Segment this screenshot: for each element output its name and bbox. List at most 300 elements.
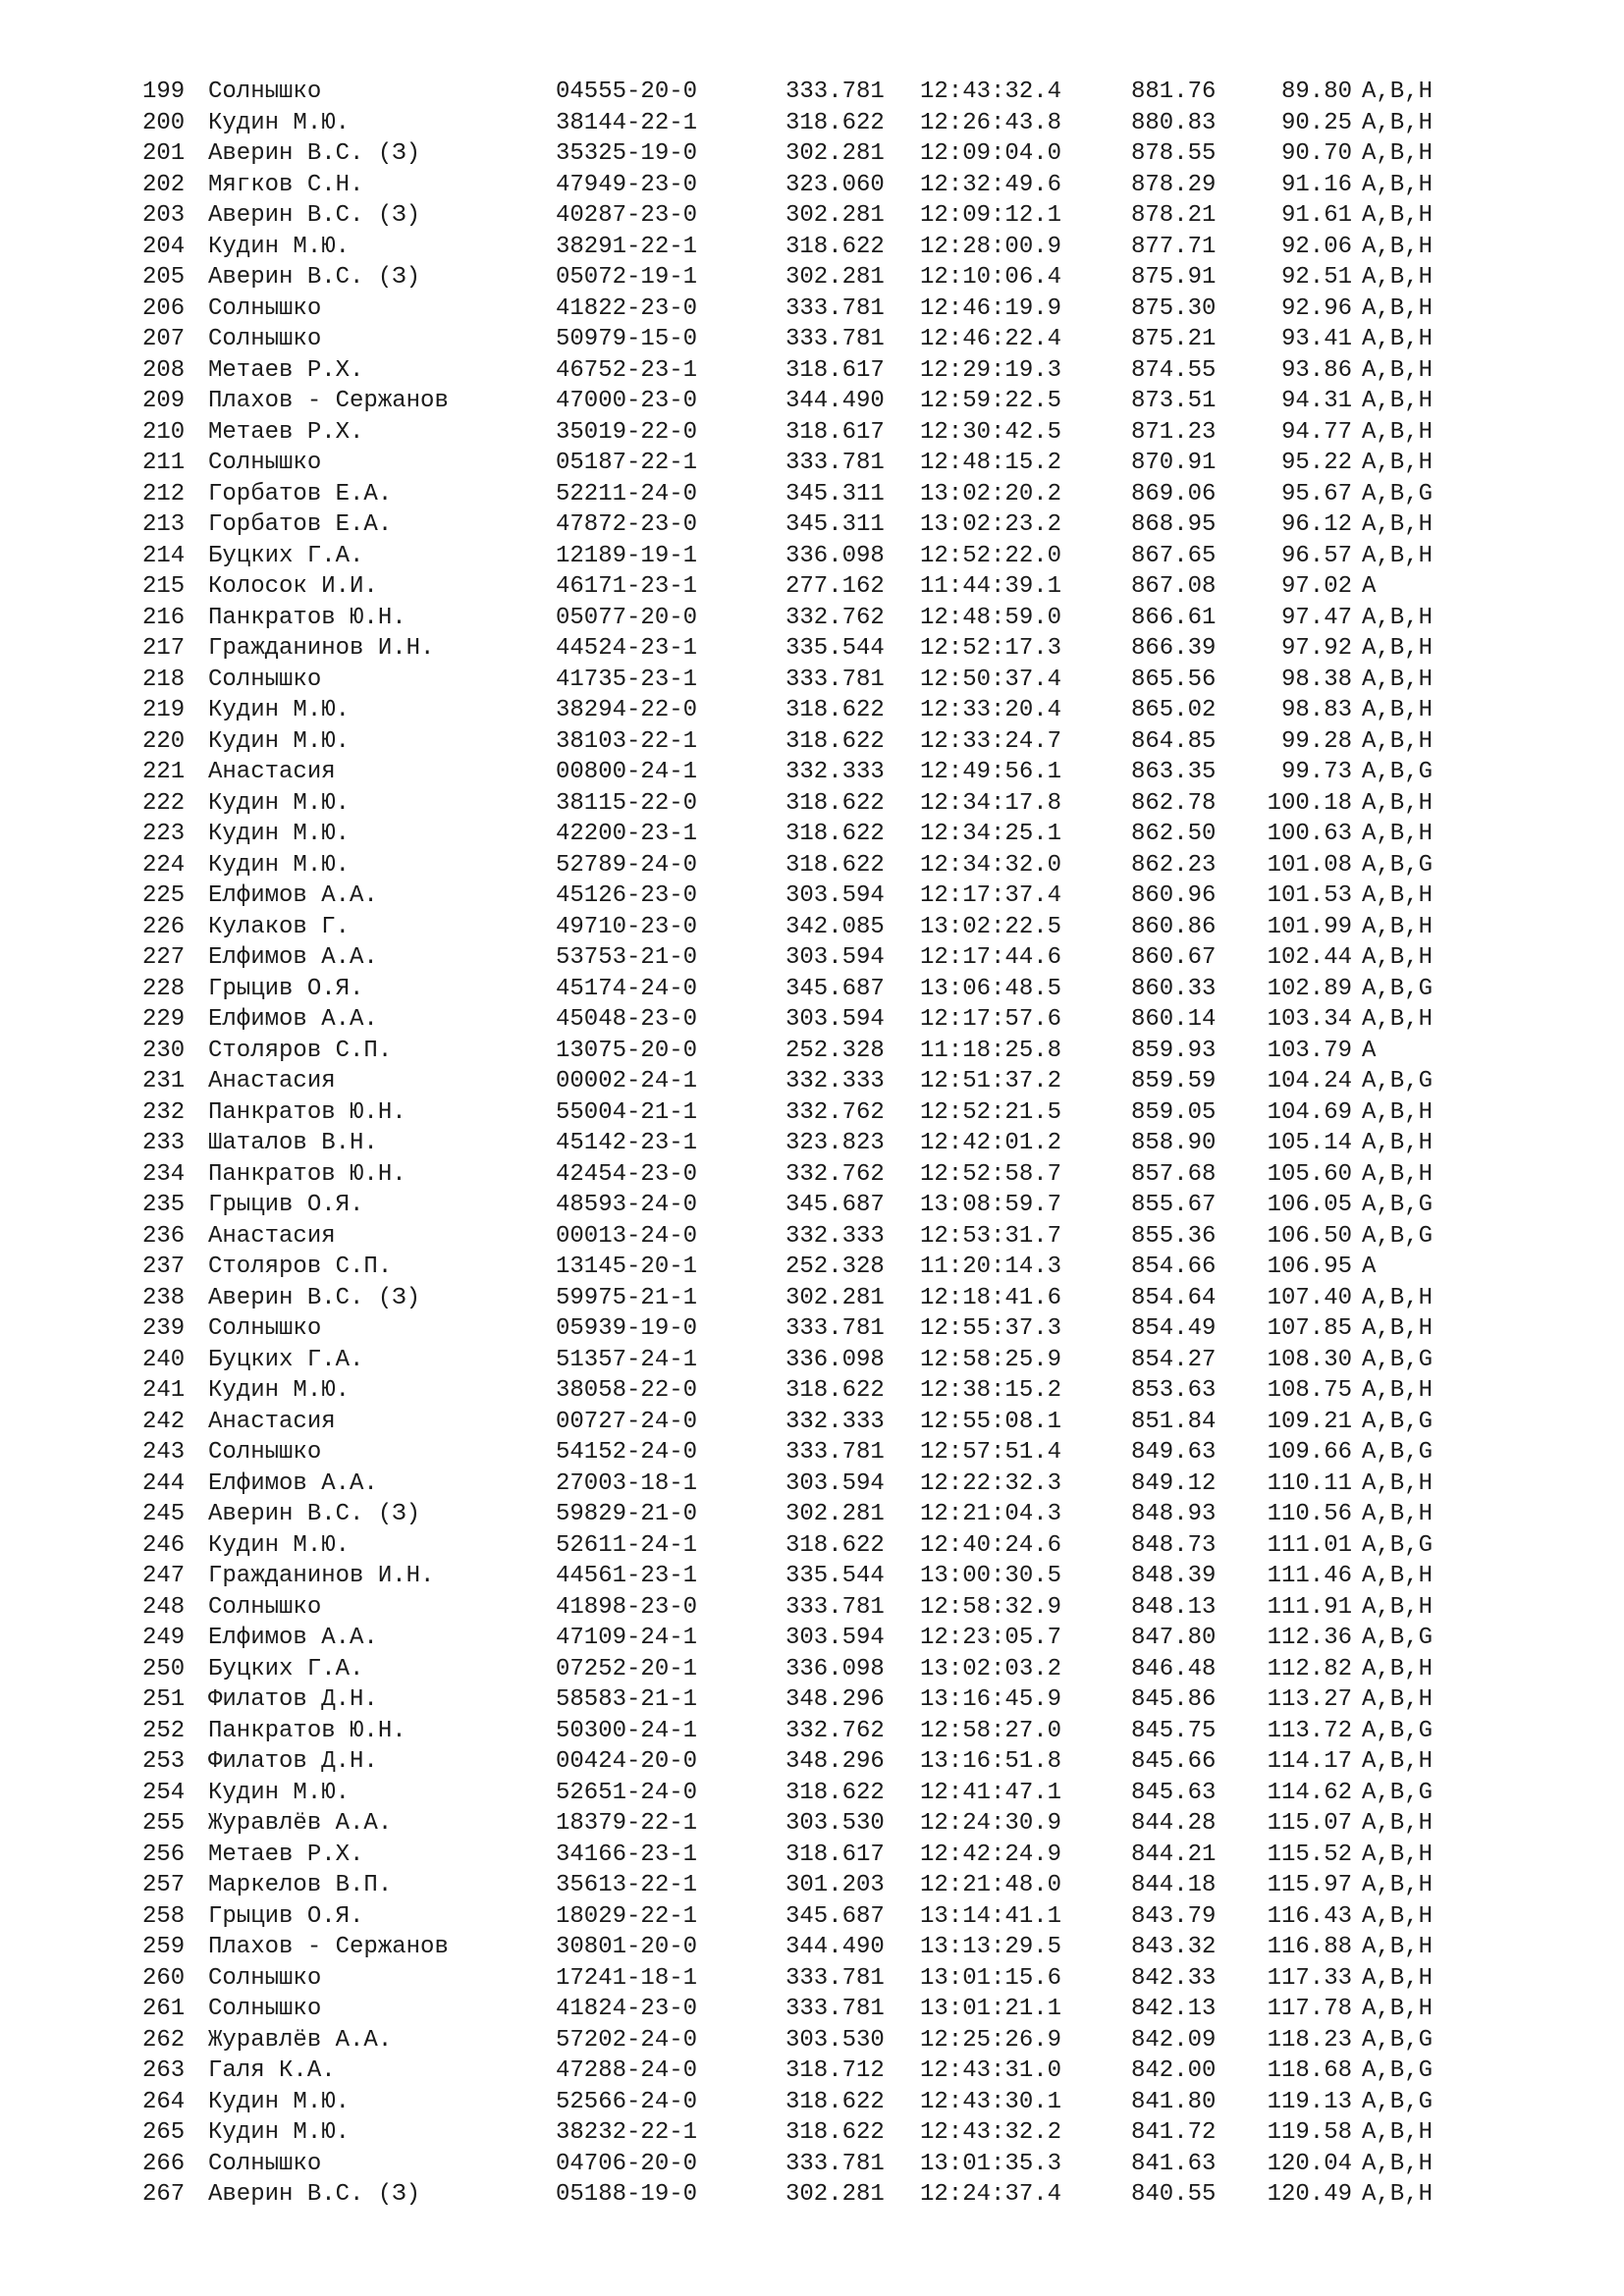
category-flags: A,B,H (1362, 264, 1434, 291)
place-number: 255 (142, 1810, 186, 1837)
speed-value: 843.32 (1131, 1934, 1217, 1960)
place-number: 222 (142, 789, 186, 817)
coefficient-value: 112.82 (1267, 1655, 1352, 1682)
coefficient-value: 99.73 (1280, 759, 1352, 785)
ring-number: 38115-22-0 (556, 789, 698, 817)
coefficient-value: 108.30 (1267, 1346, 1352, 1373)
coefficient-value: 93.86 (1280, 356, 1352, 384)
fancier-name: Елфимов А.А. (208, 882, 378, 909)
coefficient-value: 103.79 (1267, 1037, 1352, 1064)
place-number: 226 (142, 913, 186, 940)
fancier-name: Метаев Р.Х. (208, 356, 364, 384)
arrival-time: 13:02:03.2 (920, 1655, 1062, 1682)
category-flags: A,B,H (1362, 1098, 1434, 1126)
distance-km: 335.544 (785, 635, 885, 662)
ring-number: 54152-24-0 (556, 1439, 698, 1466)
ring-number: 45126-23-0 (556, 882, 698, 909)
coefficient-value: 120.49 (1267, 2181, 1352, 2208)
arrival-time: 12:38:15.2 (920, 1377, 1062, 1404)
distance-km: 301.203 (785, 1872, 885, 1898)
ring-number: 38232-22-1 (556, 2119, 698, 2146)
ring-number: 05077-20-0 (556, 604, 698, 631)
speed-value: 862.50 (1131, 821, 1217, 847)
ring-number: 00800-24-1 (556, 759, 698, 785)
place-number: 207 (142, 326, 186, 352)
place-number: 231 (142, 1068, 186, 1095)
category-flags: A,B,H (1362, 1841, 1434, 1868)
fancier-name: Солнышко (208, 1315, 322, 1342)
category-flags: A,B,H (1362, 1469, 1434, 1497)
fancier-name: Елфимов А.А. (208, 944, 378, 971)
fancier-name: Горбатов Е.А. (208, 480, 393, 507)
distance-km: 318.622 (785, 789, 885, 817)
category-flags: A,B,H (1362, 789, 1434, 817)
ring-number: 44561-23-1 (556, 1563, 698, 1589)
coefficient-value: 92.51 (1280, 264, 1352, 291)
fancier-name: Кудин М.Ю. (208, 2119, 351, 2146)
coefficient-value: 99.28 (1280, 727, 1352, 755)
speed-value: 849.63 (1131, 1439, 1217, 1466)
ring-number: 41898-23-0 (556, 1593, 698, 1621)
speed-value: 860.86 (1131, 913, 1217, 940)
fancier-name: Елфимов А.А. (208, 1625, 378, 1651)
ring-number: 49710-23-0 (556, 913, 698, 940)
coefficient-value: 111.91 (1267, 1593, 1352, 1621)
fancier-name: Грыцив О.Я. (208, 1192, 364, 1218)
ring-number: 52211-24-0 (556, 480, 698, 507)
speed-value: 875.30 (1131, 294, 1217, 322)
fancier-name: Солнышко (208, 1964, 322, 1992)
ring-number: 38291-22-1 (556, 233, 698, 260)
speed-value: 842.00 (1131, 2057, 1217, 2084)
category-flags: A,B,H (1362, 1964, 1434, 1992)
category-flags: A,B,H (1362, 944, 1434, 971)
category-flags: A,B,G (1362, 1222, 1434, 1250)
category-flags: A (1362, 1254, 1377, 1280)
category-flags: A,B,H (1362, 450, 1434, 476)
place-number: 261 (142, 1996, 186, 2022)
arrival-time: 12:24:37.4 (920, 2181, 1062, 2208)
place-number: 201 (142, 140, 186, 167)
ring-number: 13075-20-0 (556, 1037, 698, 1064)
place-number: 235 (142, 1192, 186, 1218)
category-flags: A,B,G (1362, 480, 1434, 507)
fancier-name: Солнышко (208, 326, 322, 352)
speed-value: 868.95 (1131, 511, 1217, 538)
arrival-time: 12:43:32.4 (920, 79, 1062, 105)
coefficient-value: 115.97 (1267, 1872, 1352, 1898)
distance-km: 345.311 (785, 511, 885, 538)
arrival-time: 12:42:24.9 (920, 1841, 1062, 1868)
speed-value: 860.14 (1131, 1006, 1217, 1033)
ring-number: 45174-24-0 (556, 975, 698, 1002)
coefficient-value: 91.61 (1280, 202, 1352, 229)
distance-km: 318.622 (785, 851, 885, 879)
coefficient-value: 118.68 (1267, 2057, 1352, 2084)
ring-number: 47288-24-0 (556, 2057, 698, 2084)
distance-km: 333.781 (785, 294, 885, 322)
distance-km: 318.622 (785, 1531, 885, 1559)
arrival-time: 12:23:05.7 (920, 1625, 1062, 1651)
distance-km: 344.490 (785, 388, 885, 414)
category-flags: A,B,H (1362, 2181, 1434, 2208)
ring-number: 27003-18-1 (556, 1469, 698, 1497)
arrival-time: 12:21:04.3 (920, 1501, 1062, 1527)
place-number: 204 (142, 233, 186, 260)
coefficient-value: 98.83 (1280, 697, 1352, 723)
ring-number: 45048-23-0 (556, 1006, 698, 1033)
place-number: 266 (142, 2150, 186, 2177)
distance-km: 344.490 (785, 1934, 885, 1960)
speed-value: 860.33 (1131, 975, 1217, 1002)
ring-number: 40287-23-0 (556, 202, 698, 229)
distance-km: 333.781 (785, 79, 885, 105)
ring-number: 13145-20-1 (556, 1254, 698, 1280)
category-flags: A,B,H (1362, 202, 1434, 229)
arrival-time: 12:49:56.1 (920, 759, 1062, 785)
place-number: 210 (142, 418, 186, 446)
ring-number: 42200-23-1 (556, 821, 698, 847)
place-number: 240 (142, 1346, 186, 1373)
speed-value: 842.09 (1131, 2026, 1217, 2054)
category-flags: A,B,H (1362, 727, 1434, 755)
arrival-time: 12:30:42.5 (920, 418, 1062, 446)
place-number: 233 (142, 1130, 186, 1156)
ring-number: 05072-19-1 (556, 264, 698, 291)
place-number: 230 (142, 1037, 186, 1064)
category-flags: A,B,H (1362, 326, 1434, 352)
speed-value: 862.78 (1131, 789, 1217, 817)
speed-value: 874.55 (1131, 356, 1217, 384)
arrival-time: 12:34:32.0 (920, 851, 1062, 879)
speed-value: 845.75 (1131, 1717, 1217, 1744)
fancier-name: Аверин В.С. (З) (208, 1501, 421, 1527)
place-number: 200 (142, 109, 186, 136)
speed-value: 848.73 (1131, 1531, 1217, 1559)
place-number: 250 (142, 1655, 186, 1682)
arrival-time: 12:51:37.2 (920, 1068, 1062, 1095)
coefficient-value: 103.34 (1267, 1006, 1352, 1033)
ring-number: 17241-18-1 (556, 1964, 698, 1992)
category-flags: A,B,H (1362, 1996, 1434, 2022)
coefficient-value: 102.44 (1267, 944, 1352, 971)
place-number: 263 (142, 2057, 186, 2084)
distance-km: 318.622 (785, 1779, 885, 1806)
coefficient-value: 105.60 (1267, 1160, 1352, 1188)
fancier-name: Плахов - Сержанов (208, 1934, 449, 1960)
coefficient-value: 106.05 (1267, 1192, 1352, 1218)
distance-km: 332.333 (785, 759, 885, 785)
place-number: 199 (142, 79, 186, 105)
coefficient-value: 109.21 (1267, 1408, 1352, 1435)
coefficient-value: 115.52 (1267, 1841, 1352, 1868)
fancier-name: Гражданинов И.Н. (208, 1563, 435, 1589)
ring-number: 47000-23-0 (556, 388, 698, 414)
fancier-name: Метаев Р.Х. (208, 1841, 364, 1868)
arrival-time: 13:08:59.7 (920, 1192, 1062, 1218)
fancier-name: Грыцив О.Я. (208, 975, 364, 1002)
speed-value: 865.56 (1131, 666, 1217, 693)
distance-km: 302.281 (785, 2181, 885, 2208)
fancier-name: Солнышко (208, 294, 322, 322)
place-number: 214 (142, 542, 186, 569)
distance-km: 332.333 (785, 1408, 885, 1435)
ring-number: 07252-20-1 (556, 1655, 698, 1682)
place-number: 221 (142, 759, 186, 785)
distance-km: 333.781 (785, 1593, 885, 1621)
distance-km: 302.281 (785, 1501, 885, 1527)
fancier-name: Плахов - Сержанов (208, 388, 449, 414)
coefficient-value: 106.95 (1267, 1254, 1352, 1280)
coefficient-value: 120.04 (1267, 2150, 1352, 2177)
category-flags: A (1362, 1037, 1377, 1064)
category-flags: A,B,G (1362, 1779, 1434, 1806)
ring-number: 47949-23-0 (556, 171, 698, 198)
fancier-name: Анастасия (208, 759, 336, 785)
arrival-time: 12:26:43.8 (920, 109, 1062, 136)
speed-value: 855.36 (1131, 1222, 1217, 1250)
speed-value: 841.72 (1131, 2119, 1217, 2146)
distance-km: 333.781 (785, 2150, 885, 2177)
speed-value: 851.84 (1131, 1408, 1217, 1435)
coefficient-value: 112.36 (1267, 1625, 1352, 1651)
speed-value: 862.23 (1131, 851, 1217, 879)
distance-km: 318.622 (785, 233, 885, 260)
category-flags: A,B,H (1362, 356, 1434, 384)
category-flags: A,B,H (1362, 233, 1434, 260)
ring-number: 59975-21-1 (556, 1284, 698, 1311)
arrival-time: 12:18:41.6 (920, 1284, 1062, 1311)
speed-value: 866.39 (1131, 635, 1217, 662)
ring-number: 44524-23-1 (556, 635, 698, 662)
distance-km: 318.617 (785, 356, 885, 384)
arrival-time: 12:09:04.0 (920, 140, 1062, 167)
fancier-name: Буцких Г.А. (208, 1346, 364, 1373)
speed-value: 847.80 (1131, 1625, 1217, 1651)
distance-km: 336.098 (785, 1655, 885, 1682)
ring-number: 35019-22-0 (556, 418, 698, 446)
distance-km: 303.530 (785, 2026, 885, 2054)
arrival-time: 12:48:59.0 (920, 604, 1062, 631)
place-number: 264 (142, 2088, 186, 2115)
category-flags: A,B,G (1362, 1192, 1434, 1218)
distance-km: 318.712 (785, 2057, 885, 2084)
place-number: 209 (142, 388, 186, 414)
distance-km: 345.687 (785, 975, 885, 1002)
distance-km: 333.781 (785, 1964, 885, 1992)
place-number: 203 (142, 202, 186, 229)
distance-km: 303.594 (785, 882, 885, 909)
distance-km: 348.296 (785, 1686, 885, 1713)
speed-value: 873.51 (1131, 388, 1217, 414)
coefficient-value: 95.22 (1280, 450, 1352, 476)
ring-number: 59829-21-0 (556, 1501, 698, 1527)
speed-value: 867.08 (1131, 573, 1217, 600)
speed-value: 845.66 (1131, 1748, 1217, 1775)
arrival-time: 11:20:14.3 (920, 1254, 1062, 1280)
place-number: 227 (142, 944, 186, 971)
coefficient-value: 93.41 (1280, 326, 1352, 352)
arrival-time: 12:17:57.6 (920, 1006, 1062, 1033)
coefficient-value: 107.40 (1267, 1284, 1352, 1311)
category-flags: A,B,H (1362, 1501, 1434, 1527)
arrival-time: 12:10:06.4 (920, 264, 1062, 291)
distance-km: 335.544 (785, 1563, 885, 1589)
distance-km: 333.781 (785, 1996, 885, 2022)
speed-value: 853.63 (1131, 1377, 1217, 1404)
coefficient-value: 109.66 (1267, 1439, 1352, 1466)
distance-km: 318.622 (785, 2119, 885, 2146)
distance-km: 252.328 (785, 1254, 885, 1280)
fancier-name: Елфимов А.А. (208, 1469, 378, 1497)
category-flags: A,B,H (1362, 1563, 1434, 1589)
arrival-time: 13:06:48.5 (920, 975, 1062, 1002)
coefficient-value: 100.63 (1267, 821, 1352, 847)
arrival-time: 13:14:41.1 (920, 1902, 1062, 1930)
fancier-name: Солнышко (208, 666, 322, 693)
coefficient-value: 118.23 (1267, 2026, 1352, 2054)
category-flags: A,B,H (1362, 79, 1434, 105)
distance-km: 333.781 (785, 666, 885, 693)
ring-number: 46171-23-1 (556, 573, 698, 600)
place-number: 236 (142, 1222, 186, 1250)
coefficient-value: 91.16 (1280, 171, 1352, 198)
arrival-time: 12:42:01.2 (920, 1130, 1062, 1156)
speed-value: 846.48 (1131, 1655, 1217, 1682)
coefficient-value: 97.02 (1280, 573, 1352, 600)
speed-value: 878.29 (1131, 171, 1217, 198)
fancier-name: Аверин В.С. (З) (208, 140, 421, 167)
place-number: 246 (142, 1531, 186, 1559)
ring-number: 04706-20-0 (556, 2150, 698, 2177)
distance-km: 303.594 (785, 1625, 885, 1651)
coefficient-value: 101.99 (1267, 913, 1352, 940)
coefficient-value: 104.24 (1267, 1068, 1352, 1095)
category-flags: A,B,H (1362, 1160, 1434, 1188)
category-flags: A (1362, 573, 1377, 600)
arrival-time: 13:16:45.9 (920, 1686, 1062, 1713)
arrival-time: 13:02:22.5 (920, 913, 1062, 940)
ring-number: 58583-21-1 (556, 1686, 698, 1713)
speed-value: 854.66 (1131, 1254, 1217, 1280)
arrival-time: 11:44:39.1 (920, 573, 1062, 600)
category-flags: A,B,H (1362, 1284, 1434, 1311)
category-flags: A,B,H (1362, 821, 1434, 847)
speed-value: 841.80 (1131, 2088, 1217, 2115)
ring-number: 50979-15-0 (556, 326, 698, 352)
ring-number: 05188-19-0 (556, 2181, 698, 2208)
ring-number: 38058-22-0 (556, 1377, 698, 1404)
ring-number: 47872-23-0 (556, 511, 698, 538)
distance-km: 333.781 (785, 1315, 885, 1342)
category-flags: A,B,H (1362, 1902, 1434, 1930)
arrival-time: 13:13:29.5 (920, 1934, 1062, 1960)
place-number: 248 (142, 1593, 186, 1621)
category-flags: A,B,H (1362, 109, 1434, 136)
category-flags: A,B,H (1362, 913, 1434, 940)
place-number: 239 (142, 1315, 186, 1342)
speed-value: 867.65 (1131, 542, 1217, 569)
category-flags: A,B,H (1362, 542, 1434, 569)
coefficient-value: 108.75 (1267, 1377, 1352, 1404)
distance-km: 318.622 (785, 1377, 885, 1404)
fancier-name: Аверин В.С. (З) (208, 2181, 421, 2208)
distance-km: 318.622 (785, 2088, 885, 2115)
speed-value: 859.05 (1131, 1098, 1217, 1126)
fancier-name: Панкратов Ю.Н. (208, 1098, 406, 1126)
ring-number: 57202-24-0 (556, 2026, 698, 2054)
category-flags: A,B,G (1362, 1068, 1434, 1095)
arrival-time: 13:16:51.8 (920, 1748, 1062, 1775)
distance-km: 332.333 (785, 1222, 885, 1250)
ring-number: 50300-24-1 (556, 1717, 698, 1744)
distance-km: 302.281 (785, 264, 885, 291)
arrival-time: 12:55:08.1 (920, 1408, 1062, 1435)
category-flags: A,B,H (1362, 294, 1434, 322)
category-flags: A,B,H (1362, 2119, 1434, 2146)
coefficient-value: 96.12 (1280, 511, 1352, 538)
category-flags: A,B,G (1362, 1408, 1434, 1435)
place-number: 237 (142, 1254, 186, 1280)
category-flags: A,B,H (1362, 1315, 1434, 1342)
category-flags: A,B,H (1362, 171, 1434, 198)
place-number: 228 (142, 975, 186, 1002)
arrival-time: 12:25:26.9 (920, 2026, 1062, 2054)
distance-km: 303.530 (785, 1810, 885, 1837)
place-number: 254 (142, 1779, 186, 1806)
category-flags: A,B,H (1362, 511, 1434, 538)
coefficient-value: 94.77 (1280, 418, 1352, 446)
fancier-name: Кудин М.Ю. (208, 109, 351, 136)
distance-km: 318.622 (785, 821, 885, 847)
distance-km: 336.098 (785, 1346, 885, 1373)
ring-number: 38294-22-0 (556, 697, 698, 723)
place-number: 242 (142, 1408, 186, 1435)
fancier-name: Столяров С.П. (208, 1037, 393, 1064)
ring-number: 48593-24-0 (556, 1192, 698, 1218)
ring-number: 41822-23-0 (556, 294, 698, 322)
place-number: 257 (142, 1872, 186, 1898)
speed-value: 854.27 (1131, 1346, 1217, 1373)
coefficient-value: 94.31 (1280, 388, 1352, 414)
coefficient-value: 114.62 (1267, 1779, 1352, 1806)
fancier-name: Кудин М.Ю. (208, 789, 351, 817)
coefficient-value: 89.80 (1280, 79, 1352, 105)
coefficient-value: 97.47 (1280, 604, 1352, 631)
speed-value: 864.85 (1131, 727, 1217, 755)
speed-value: 866.61 (1131, 604, 1217, 631)
distance-km: 332.762 (785, 1098, 885, 1126)
speed-value: 855.67 (1131, 1192, 1217, 1218)
place-number: 267 (142, 2181, 186, 2208)
arrival-time: 12:17:37.4 (920, 882, 1062, 909)
distance-km: 332.333 (785, 1068, 885, 1095)
place-number: 259 (142, 1934, 186, 1960)
speed-value: 844.21 (1131, 1841, 1217, 1868)
fancier-name: Анастасия (208, 1068, 336, 1095)
fancier-name: Гражданинов И.Н. (208, 635, 435, 662)
fancier-name: Солнышко (208, 1996, 322, 2022)
speed-value: 854.64 (1131, 1284, 1217, 1311)
ring-number: 00002-24-1 (556, 1068, 698, 1095)
ring-number: 46752-23-1 (556, 356, 698, 384)
category-flags: A,B,H (1362, 1593, 1434, 1621)
speed-value: 840.55 (1131, 2181, 1217, 2208)
category-flags: A,B,H (1362, 1686, 1434, 1713)
category-flags: A,B,G (1362, 1346, 1434, 1373)
coefficient-value: 116.43 (1267, 1902, 1352, 1930)
place-number: 219 (142, 697, 186, 723)
